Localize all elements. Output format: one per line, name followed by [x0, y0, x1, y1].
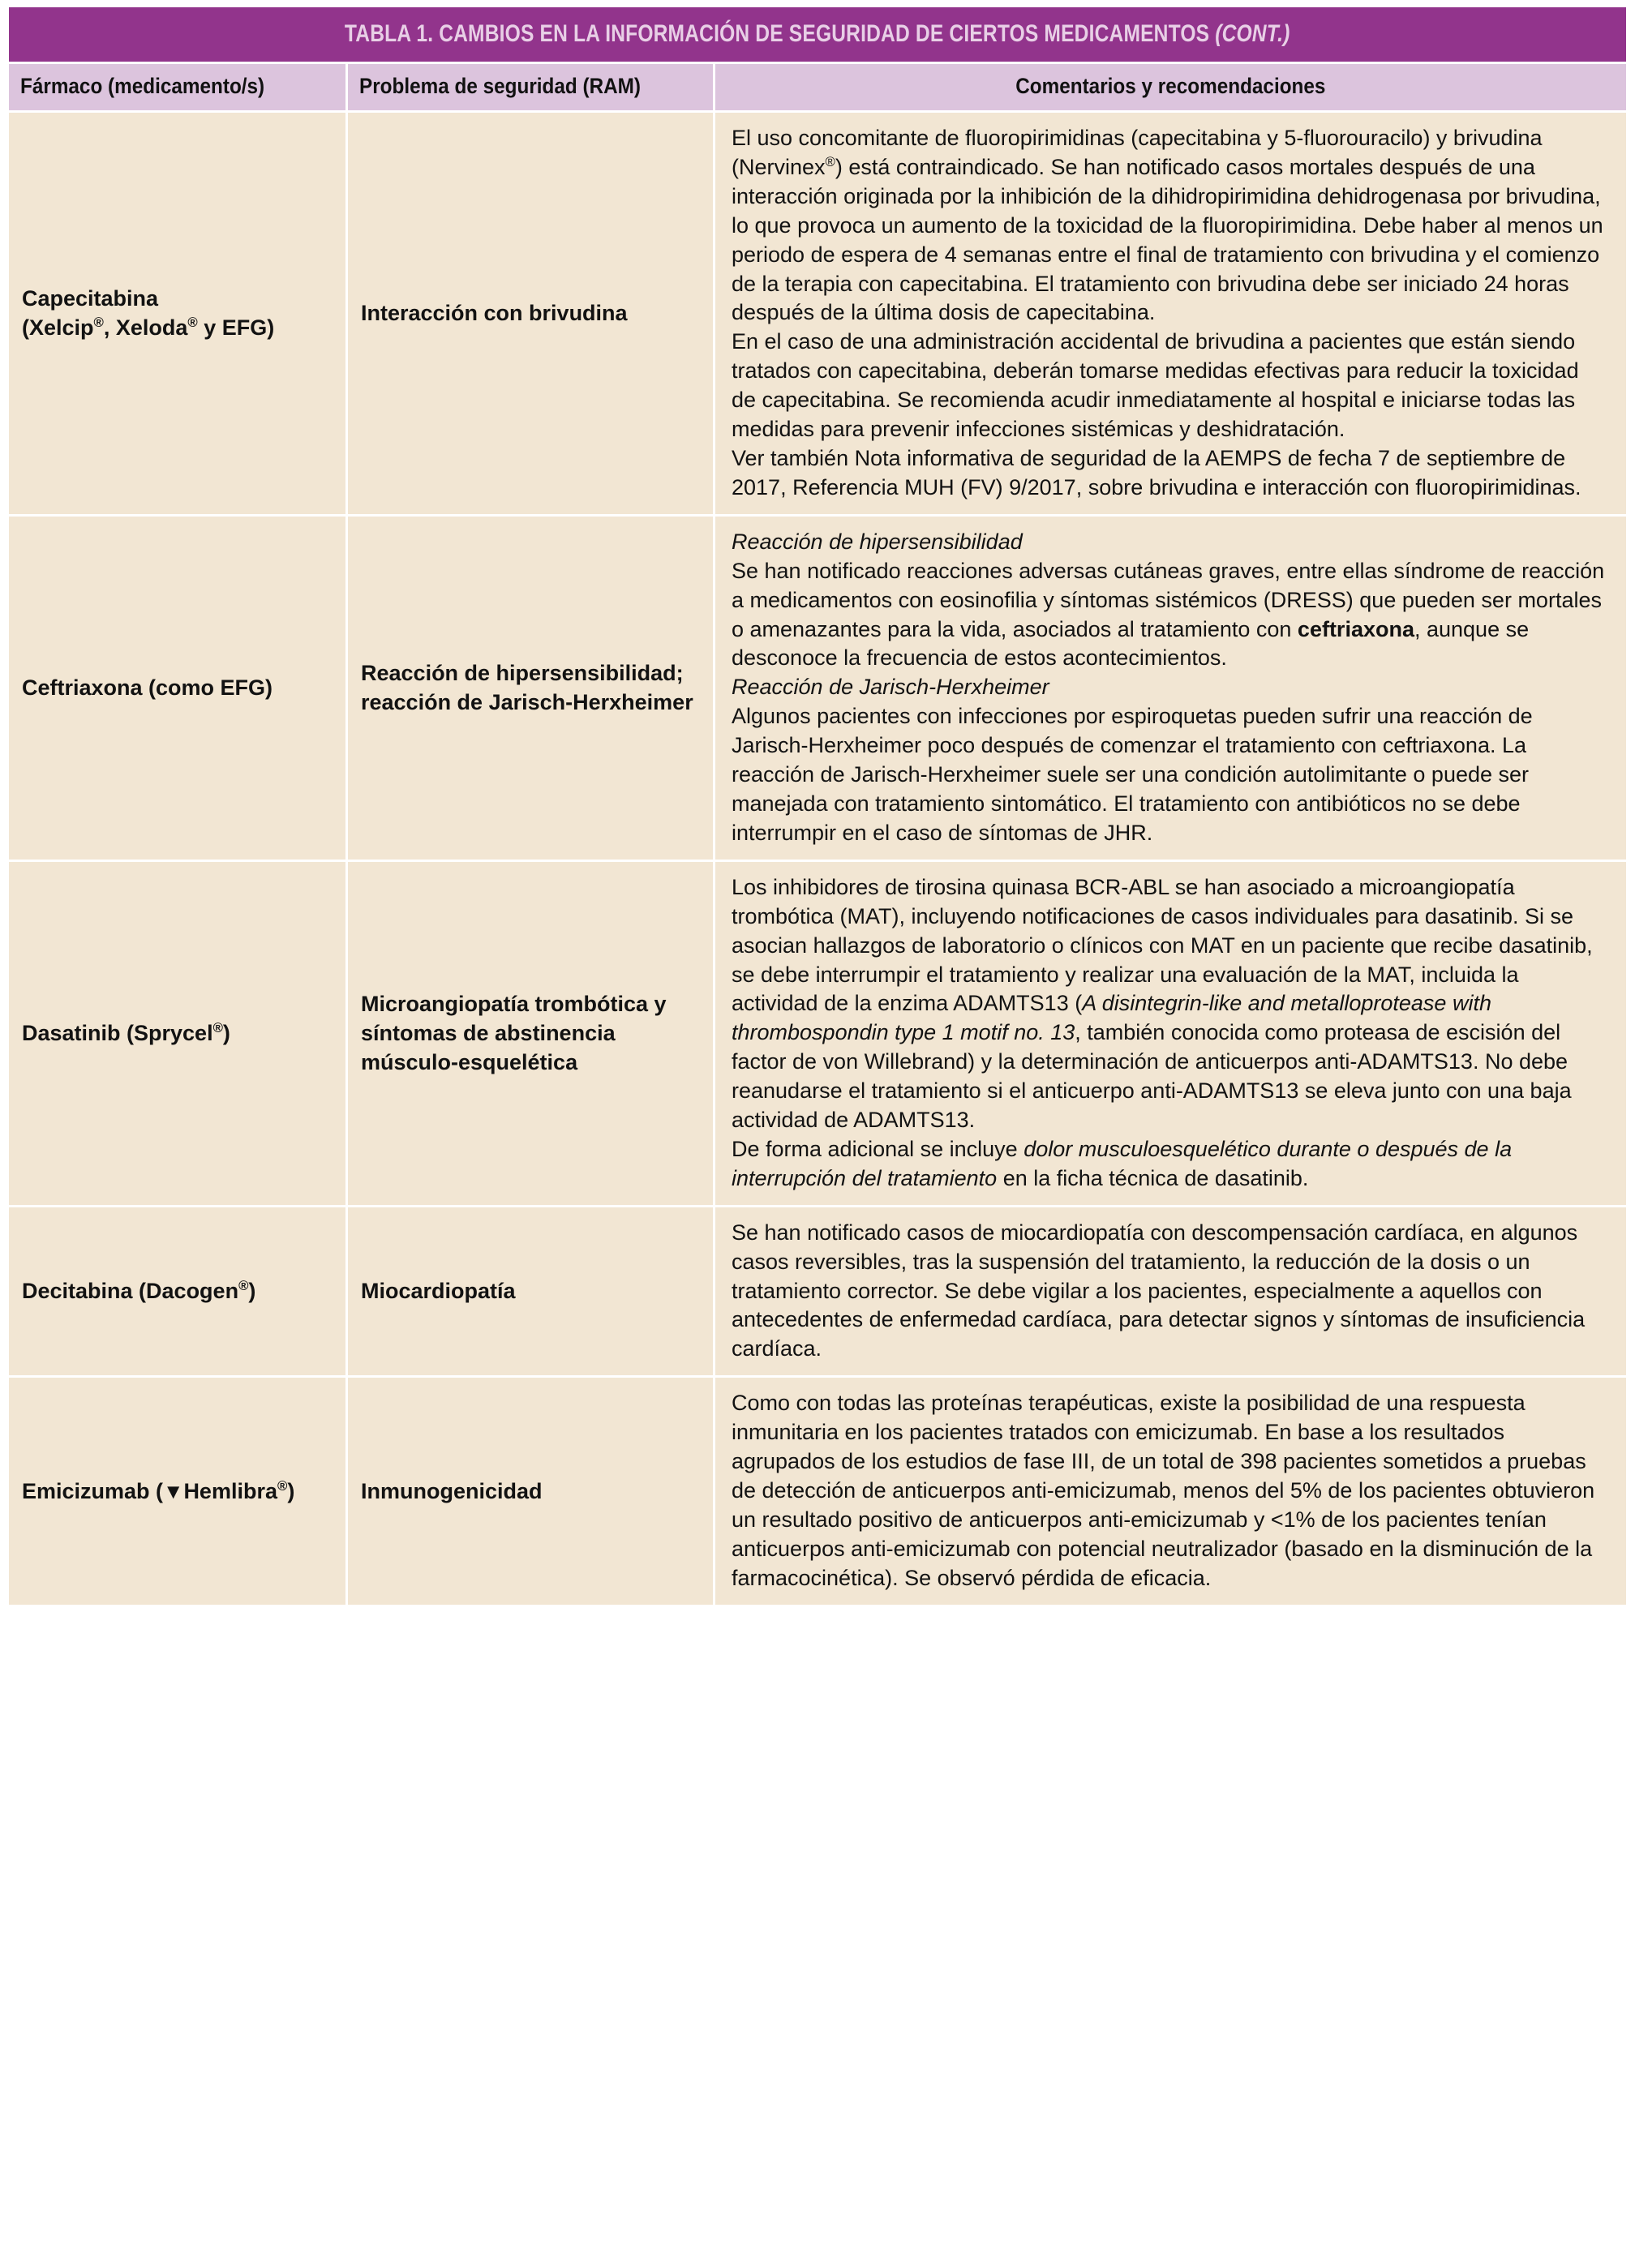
cell-safety-problem: Microangiopatía trombótica y síntomas de abstinencia músculo-esquelética [348, 862, 713, 1205]
cell-comments [715, 1207, 1626, 1376]
drug-name-line1: Dasatinib (Sprycel®) [22, 1020, 230, 1046]
table-title-main: TABLA 1. CAMBIOS EN LA INFORMACIÓN DE SEGURIDAD DE CIERTOS MEDICAMENTOS [345, 20, 1216, 47]
comment-subheading: Reacción de Jarisch-Herxheimer [732, 675, 1049, 700]
comment-paragraph: Como con todas las proteínas terapéuticas, existe la posibilidad de una respuesta inmunitaria en los pacientes tratados con emicizumab. En base a los resultados agrupados de los estudios de fase III, de un total de 398 pacientes sometidos a pruebas de detección de anticuerpos anti-emicizumab, menos del 5% de los pacientes obtuvieron un resultado positivo de anticuerpos anti-emicizumab y <1% de los pacientes tenían anticuerpos anti-emicizumab con potencial neutralizador (basado en la disminución de la farmacocinética). Se observó pérdida de eficacia. [732, 1391, 1595, 1590]
drug-name-line1: Decitabina (Dacogen®) [22, 1278, 256, 1304]
registered-trademark-icon: ® [212, 1020, 223, 1036]
drug-name-line1: Emicizumab (▼Hemlibra®) [22, 1477, 295, 1503]
cell-drug-name [9, 113, 345, 514]
table-header-row [9, 64, 1626, 110]
cell-safety-problem: Inmunogenicidad [348, 1378, 713, 1604]
column-header-problem-label: Problema de seguridad (RAM) [359, 74, 642, 98]
column-header-drug [9, 64, 345, 110]
column-header-comments [715, 64, 1626, 110]
comment-subheading: Reacción de hipersensibilidad [732, 529, 1023, 554]
table-title [9, 7, 1626, 62]
table-row [9, 517, 1626, 860]
comment-paragraph: De forma adicional se incluye dolor musculoesquelético durante o después de la interrupción del tratamiento en la ficha técnica de dasatinib. [732, 1136, 1513, 1190]
cell-safety-problem: Reacción de hipersensibilidad; reacción de Jarisch-Herxheimer [348, 517, 713, 860]
column-header-comments-label: Comentarios y recomendaciones [1015, 74, 1326, 98]
safety-information-table [6, 5, 1629, 1607]
cell-drug-name [9, 1207, 345, 1376]
comment-paragraph: Se han notificado casos de miocardiopatía con descompensación cardíaca, en algunos casos reversibles, tras la suspensión del tratamiento, la reducción de la dosis o un tratamiento corrector. Se debe vigilar a los pacientes, especialmente a aquellos con antecedentes de enfermedad cardíaca, para detectar signos y síntomas de insuficiencia cardíaca. [732, 1220, 1586, 1361]
cell-comments [715, 1378, 1626, 1604]
cell-safety-problem: Interacción con brivudina [348, 113, 713, 514]
cell-comments [715, 517, 1626, 860]
cell-comments [715, 862, 1626, 1205]
comment-paragraph: El uso concomitante de fluoropirimidinas (capecitabina y 5-fluorouracilo) y brivudina (Nervinex®) está contraindicado. Se han notificado casos mortales después de una interacción originada por la inhibición de la dihidropirimidina dehidrogenasa por brivudina, lo que provoca un aumento de la toxicidad de la fluoropirimidina. Debe haber al menos un periodo de espera de 4 semanas entre el final de tratamiento con brivudina y el comienzo de la terapia con capecitabina. El tratamiento con brivudina debe ser iniciado 24 horas después de la última dosis de capecitabina. [732, 126, 1603, 325]
table-row [9, 1378, 1626, 1604]
drug-name-line1: Capecitabina [22, 286, 159, 311]
comment-paragraph: Se han notificado reacciones adversas cutáneas graves, entre ellas síndrome de reacción a medicamentos con eosinofilia y síntomas sistémicos (DRESS) que pueden ser mortales o amenazantes para la vida, asociados al tratamiento con ceftriaxona, aunque se desconoce la frecuencia de estos acontecimientos. [732, 558, 1605, 671]
table-row [9, 1207, 1626, 1376]
cell-drug-name [9, 1378, 345, 1604]
registered-trademark-icon: ® [238, 1278, 249, 1294]
column-header-drug-label: Fármaco (medicamento/s) [20, 74, 265, 98]
black-triangle-icon: ▼ [163, 1480, 184, 1503]
table-title-continuation: (CONT.) [1215, 20, 1290, 47]
cell-drug-name [9, 862, 345, 1205]
drug-name-line2: (Xelcip®, Xeloda® y EFG) [22, 315, 275, 341]
registered-trademark-icon: ® [187, 315, 198, 331]
registered-trademark-icon: ® [277, 1477, 288, 1494]
comment-paragraph: Algunos pacientes con infecciones por espiroquetas pueden sufrir una reacción de Jarisch-Herxheimer poco después de comenzar el tratamiento con ceftriaxona. La reacción de Jarisch-Herxheimer suele ser una condición autolimitante o puede ser manejada con tratamiento sintomático. El tratamiento con antibióticos no se debe interrumpir en el caso de síntomas de JHR. [732, 704, 1533, 845]
table-row [9, 862, 1626, 1205]
table-row [9, 113, 1626, 514]
registered-trademark-icon: ® [93, 315, 104, 331]
comment-paragraph: Ver también Nota informativa de seguridad de la AEMPS de fecha 7 de septiembre de 2017, Referencia MUH (FV) 9/2017, sobre brivudina e interacción con fluoropirimidinas. [732, 446, 1581, 499]
comment-paragraph: Los inhibidores de tirosina quinasa BCR-ABL se han asociado a microangiopatía trombótica (MAT), incluyendo notificaciones de casos individuales para dasatinib. Si se asocian hallazgos de laboratorio o clínicos con MAT en un paciente que recibe dasatinib, se debe interrumpir el tratamiento y realizar una evaluación de la MAT, incluida la actividad de la enzima ADAMTS13 (A disintegrin-like and metalloprotease with thrombospondin type 1 motif no. 13, también conocida como proteasa de escisión del factor de von Willebrand) y la determinación de anticuerpos anti-ADAMTS13. No debe reanudarse el tratamiento si el anticuerpo anti-ADAMTS13 se eleva junto con una baja actividad de ADAMTS13. [732, 874, 1593, 1133]
comment-paragraph: En el caso de una administración accidental de brivudina a pacientes que están siendo tratados con capecitabina, deberán tomarse medidas efectivas para reducir la toxicidad de capecitabina. Se recomienda acudir inmediatamente al hospital e iniciarse todas las medidas para prevenir infecciones sistémicas y deshidratación. [732, 329, 1579, 442]
column-header-problem [348, 64, 713, 110]
table-title-row [9, 7, 1626, 62]
cell-comments [715, 113, 1626, 514]
cell-drug-name [9, 517, 345, 860]
drug-name-line1: Ceftriaxona (como EFG) [22, 675, 273, 701]
registered-trademark-icon: ® [825, 153, 835, 169]
cell-safety-problem: Miocardiopatía [348, 1207, 713, 1376]
